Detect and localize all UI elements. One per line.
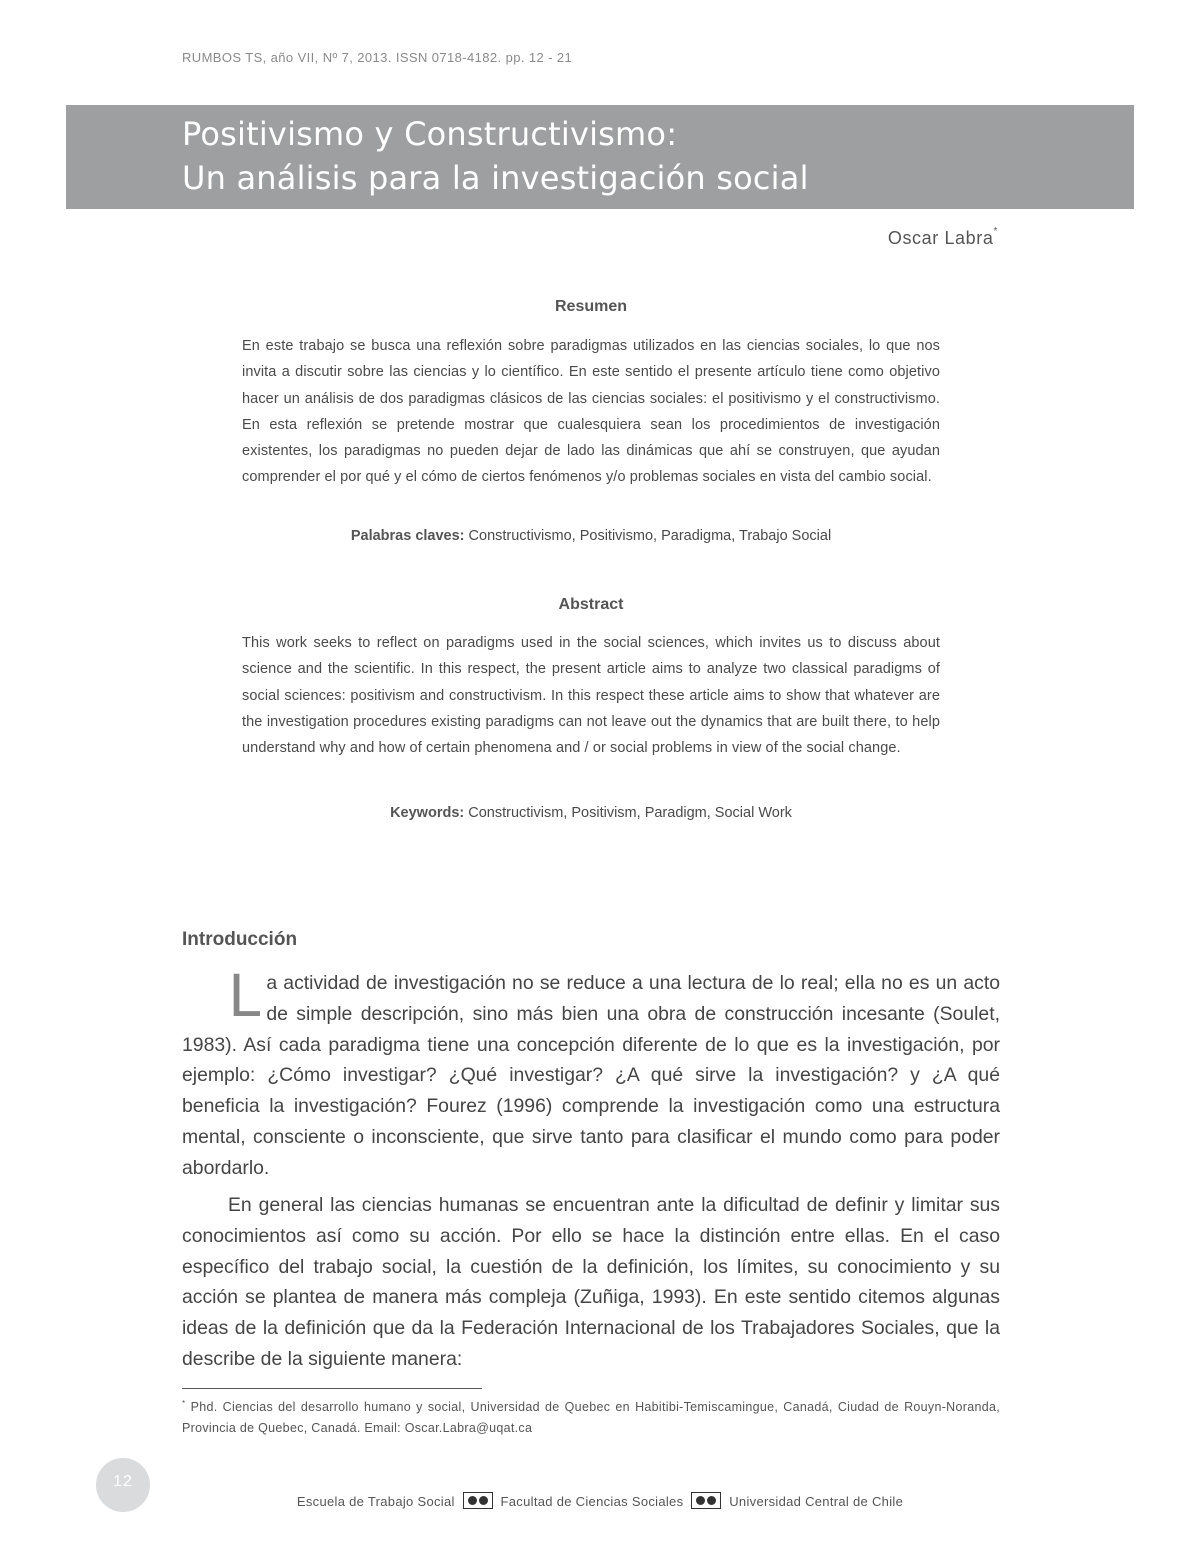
footer-school: Escuela de Trabajo Social — [296, 1494, 455, 1509]
footer — [0, 1494, 1200, 1511]
article-title-line-1: Positivismo y Constructivismo: — [182, 115, 678, 153]
abstract-body: This work seeks to reflect on paradigms used in the social sciences, which invites us to discuss about science and the scientific. In this respect, the present article aims to analyze two classical paradigms of social sciences: positivism and constructivism. In this respect these article aims to show that whatever are the investigation procedures existing paradigms can not leave out the dynamics that are built there, to help understand why and how of certain phenomena and / or social problems in view of the social change. — [242, 635, 940, 757]
intro-paragraph-2: En general las ciencias humanas se encuentran ante la dificultad de definir y limitar sus conocimientos así como su acción. Por ello se hace la distinción entre ellas. En el caso específico del trabajo social, la cuestión de la definición, los límites, su conocimiento y su acción se plantea de manera más compleja (Zuñiga, 1993). En este sentido citemos algunas ideas de la definición que da la Federación Internacional de los Trabajadores Sociales, que la describe de la siguiente manera: — [182, 1194, 1000, 1370]
title-banner — [66, 105, 1134, 209]
footnote-mark: * — [182, 1399, 186, 1408]
intro-paragraph-1 — [182, 962, 1000, 1184]
author-name-text: Oscar Labra — [887, 228, 994, 248]
footnote-divider — [182, 1388, 482, 1389]
author-footnote-mark: * — [993, 226, 998, 237]
footnote-text: Phd. Ciencias del desarrollo humano y social, Universidad de Quebec en Habitibi-Temiscamingue, Canadá, Ciudad de Rouyn-Noranda, Provincia de Quebec, Canadá. Email: Oscar.Labra@uqat.ca — [182, 1400, 1000, 1436]
abstract-keywords-list: Constructivism, Positivism, Paradigm, Social Work — [468, 805, 792, 821]
abstract-keywords-label: Keywords: — [390, 805, 465, 821]
resumen-keywords-list: Constructivismo, Positivismo, Paradigma, Trabajo Social — [468, 528, 832, 544]
author-name — [888, 228, 998, 249]
introduccion-heading: Introducción — [182, 929, 298, 950]
university-emblem-icon — [463, 1492, 493, 1509]
abstract-heading: Abstract — [558, 596, 624, 613]
resumen-keywords-label: Palabras claves: — [350, 528, 465, 544]
abstract-keywords — [242, 805, 940, 821]
journal-header: RUMBOS TS, año VII, Nº 7, 2013. ISSN 0718-4182. pp. 12 - 21 — [182, 50, 573, 65]
article-title-line-2: Un análisis para la investigación social — [182, 159, 809, 197]
page-number: 12 — [113, 1473, 133, 1490]
resumen-heading: Resumen — [554, 298, 628, 315]
intro-paragraph-1-text: a actividad de investigación no se reduce a una lectura de lo real; ella no es un acto de simple descripción, sino más bien una obra de construcción incesante (Soulet, 1983). Así cada paradigma tiene una concepción diferente de lo que es la investigación, por ejemplo: ¿Cómo investigar? ¿Qué investigar? ¿A qué sirve la investigación? y ¿A qué beneficia la investigación? Fourez (1996) comprende la investigación como una estructura mental, consciente o inconsciente, que sirve tanto para clasificar el mundo como para poder abordarlo. — [182, 972, 1000, 1179]
resumen-keywords — [242, 528, 940, 544]
footer-faculty: Facultad de Ciencias Sociales — [500, 1494, 684, 1509]
footnote — [182, 1393, 1000, 1439]
university-emblem-icon — [691, 1492, 721, 1509]
resumen-body: En este trabajo se busca una reflexión sobre paradigmas utilizados en las ciencias sociales, lo que nos invita a discutir sobre las ciencias y lo científico. En este sentido el presente artículo tiene como objetivo hacer un análisis de dos paradigmas clásicos de las ciencias sociales: el positivismo y el constructivismo. En esta reflexión se pretende mostrar que cualesquiera sean los procedimientos de investigación existentes, los paradigmas no pueden dejar de lado las dinámicas que ahí se construyen, que ayudan comprender el por qué y el cómo de ciertos fenómenos y/o problemas sociales en vista del cambio social. — [242, 338, 940, 486]
footer-university: Universidad Central de Chile — [729, 1494, 904, 1509]
drop-cap: L — [228, 962, 261, 1030]
